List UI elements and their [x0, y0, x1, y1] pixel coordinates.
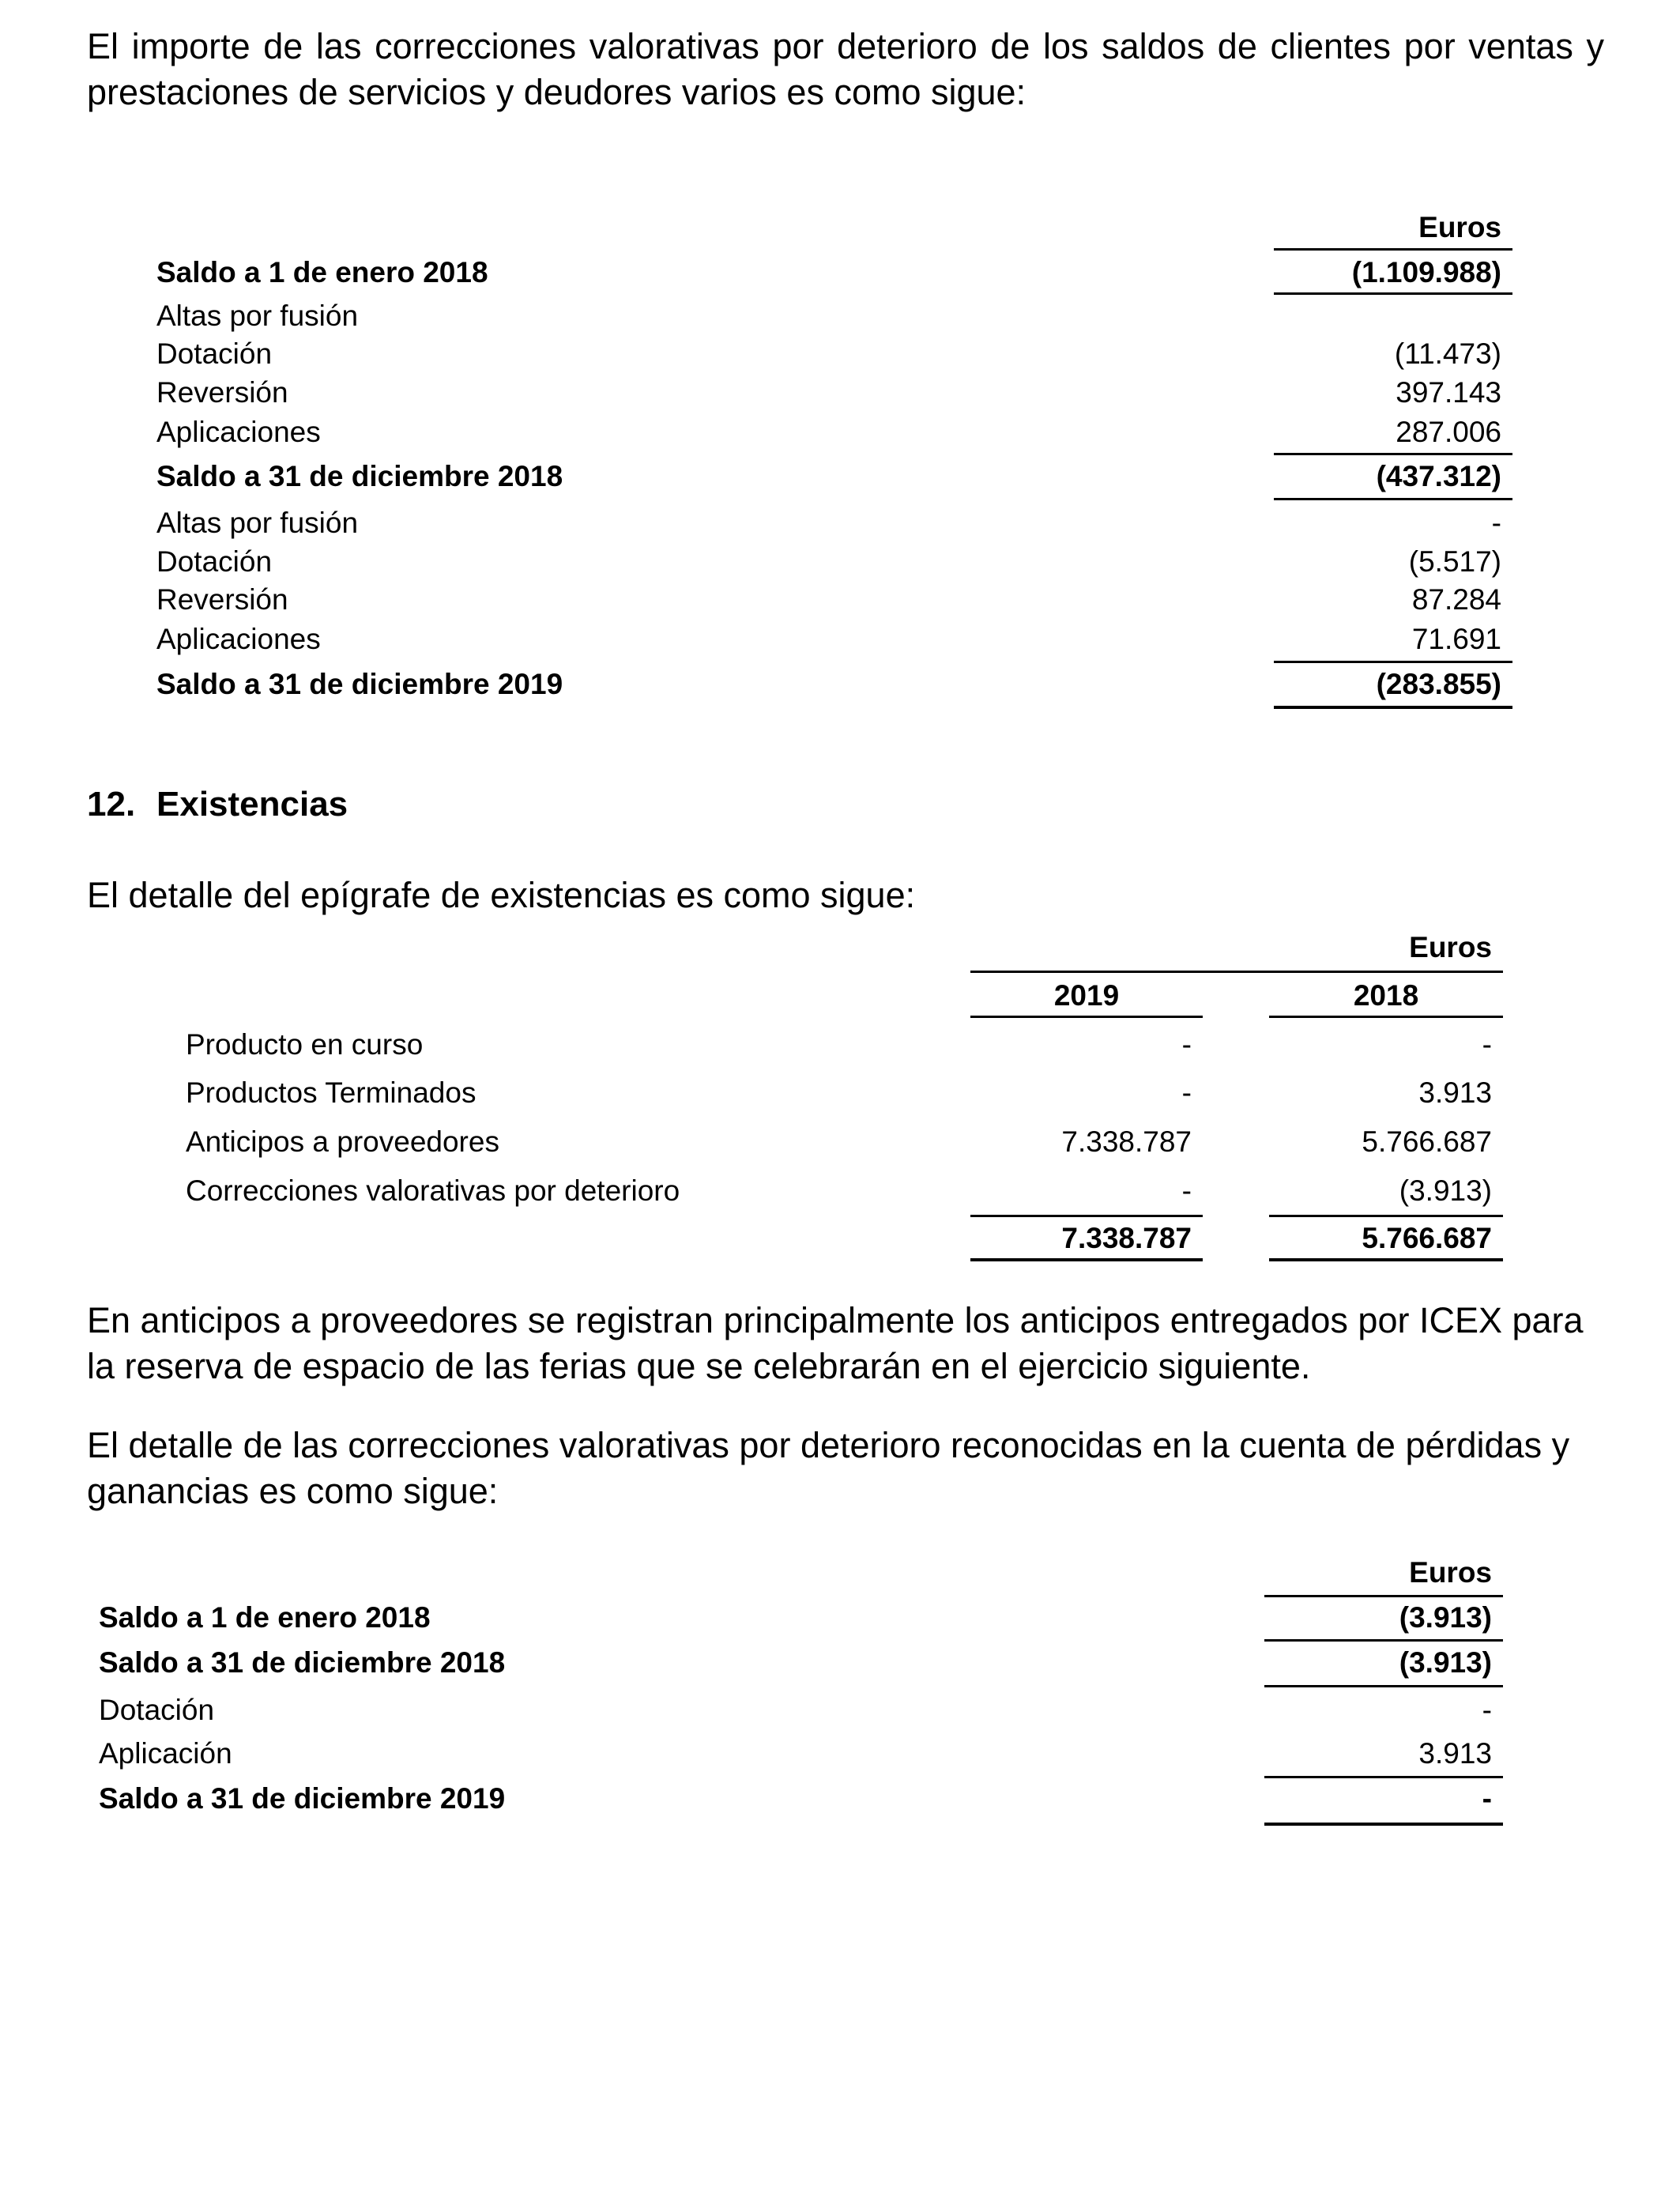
divider	[1274, 706, 1512, 709]
row-label: Productos Terminados	[186, 1076, 477, 1109]
divider	[1274, 292, 1512, 295]
anticipos-paragraph: En anticipos a proveedores se registran principalmente los anticipos entregados por ICEX para la reserva de espacio de las ferias que se celebrarán en el ejercicio siguiente.	[87, 1300, 1584, 1386]
row-value-2018: -	[1482, 1028, 1492, 1061]
divider	[970, 1016, 1203, 1018]
currency-header: Euros	[1418, 211, 1501, 243]
row-value: 87.284	[1411, 583, 1501, 616]
total-2018: 5.766.687	[1362, 1222, 1492, 1254]
row-label: Saldo a 31 de diciembre 2018	[156, 460, 563, 492]
row-value-2018: 5.766.687	[1362, 1125, 1492, 1158]
row-value: -	[1482, 1782, 1492, 1815]
row-value-2018: (3.913)	[1399, 1174, 1492, 1207]
divider	[1274, 453, 1512, 455]
row-value-2019: 7.338.787	[1061, 1125, 1192, 1158]
divider	[1274, 661, 1512, 663]
row-label: Dotación	[156, 337, 273, 370]
row-label: Altas por fusión	[156, 300, 359, 332]
row-label: Saldo a 31 de diciembre 2018	[99, 1646, 506, 1679]
row-value: (437.312)	[1376, 460, 1501, 492]
row-value: -	[1491, 507, 1501, 539]
section-heading	[87, 782, 348, 827]
row-label: Aplicación	[99, 1737, 232, 1770]
section-number: 12.	[87, 785, 136, 824]
row-value: (11.473)	[1394, 337, 1501, 370]
row-label: Saldo a 31 de diciembre 2019	[99, 1782, 506, 1815]
divider	[1264, 1685, 1503, 1687]
row-value: 3.913	[1418, 1737, 1492, 1770]
row-value-2019: -	[1181, 1174, 1192, 1207]
divider	[1269, 1258, 1503, 1261]
row-value: (5.517)	[1408, 545, 1501, 578]
row-value-2019: -	[1181, 1028, 1192, 1061]
column-header-2018: 2018	[1353, 979, 1419, 1012]
row-value: (3.913)	[1399, 1646, 1492, 1679]
divider	[1264, 1823, 1503, 1826]
row-value: (283.855)	[1376, 668, 1501, 700]
existencias-intro: El detalle del epígrafe de existencias es como sigue:	[87, 875, 916, 915]
row-label: Producto en curso	[186, 1028, 424, 1061]
row-value: 397.143	[1396, 376, 1501, 409]
row-value-2019: -	[1181, 1076, 1192, 1109]
row-value: (1.109.988)	[1351, 256, 1501, 288]
row-label: Anticipos a proveedores	[186, 1125, 499, 1158]
divider	[1269, 1016, 1503, 1018]
row-label: Saldo a 31 de diciembre 2019	[156, 668, 563, 700]
row-label: Aplicaciones	[156, 623, 321, 655]
divider	[970, 1215, 1203, 1217]
divider	[970, 1258, 1203, 1261]
intro-paragraph: El importe de las correcciones valorativas por deterioro de los saldos de clientes por ventas y prestaciones de servicios y deudores varios es como sigue:	[87, 26, 1604, 112]
row-value: 71.691	[1411, 623, 1501, 655]
divider	[1264, 1639, 1503, 1642]
row-label: Aplicaciones	[156, 416, 321, 448]
row-label: Saldo a 1 de enero 2018	[156, 256, 488, 288]
currency-header: Euros	[1409, 931, 1492, 963]
total-2019: 7.338.787	[1061, 1222, 1192, 1254]
divider	[1264, 1776, 1503, 1778]
row-label: Reversión	[156, 583, 288, 616]
row-value: (3.913)	[1399, 1601, 1492, 1634]
divider	[1274, 498, 1512, 500]
row-value: -	[1482, 1694, 1492, 1726]
row-label: Dotación	[99, 1694, 215, 1726]
row-value: 287.006	[1396, 416, 1501, 448]
row-label: Altas por fusión	[156, 507, 359, 539]
column-header-2019: 2019	[1053, 979, 1120, 1012]
row-label: Reversión	[156, 376, 288, 409]
divider	[1269, 1215, 1503, 1217]
divider	[1274, 248, 1512, 251]
row-label: Correcciones valorativas por deterioro	[186, 1174, 680, 1207]
deterioro-paragraph: El detalle de las correcciones valorativas por deterioro reconocidas en la cuenta de pérdidas y ganancias es como sigue:	[87, 1425, 1570, 1511]
divider	[970, 971, 1503, 973]
section-title: Existencias	[156, 785, 348, 824]
currency-header: Euros	[1409, 1556, 1492, 1589]
row-value-2018: 3.913	[1418, 1076, 1492, 1109]
row-label: Dotación	[156, 545, 273, 578]
divider	[1264, 1595, 1503, 1597]
row-label: Saldo a 1 de enero 2018	[99, 1601, 431, 1634]
